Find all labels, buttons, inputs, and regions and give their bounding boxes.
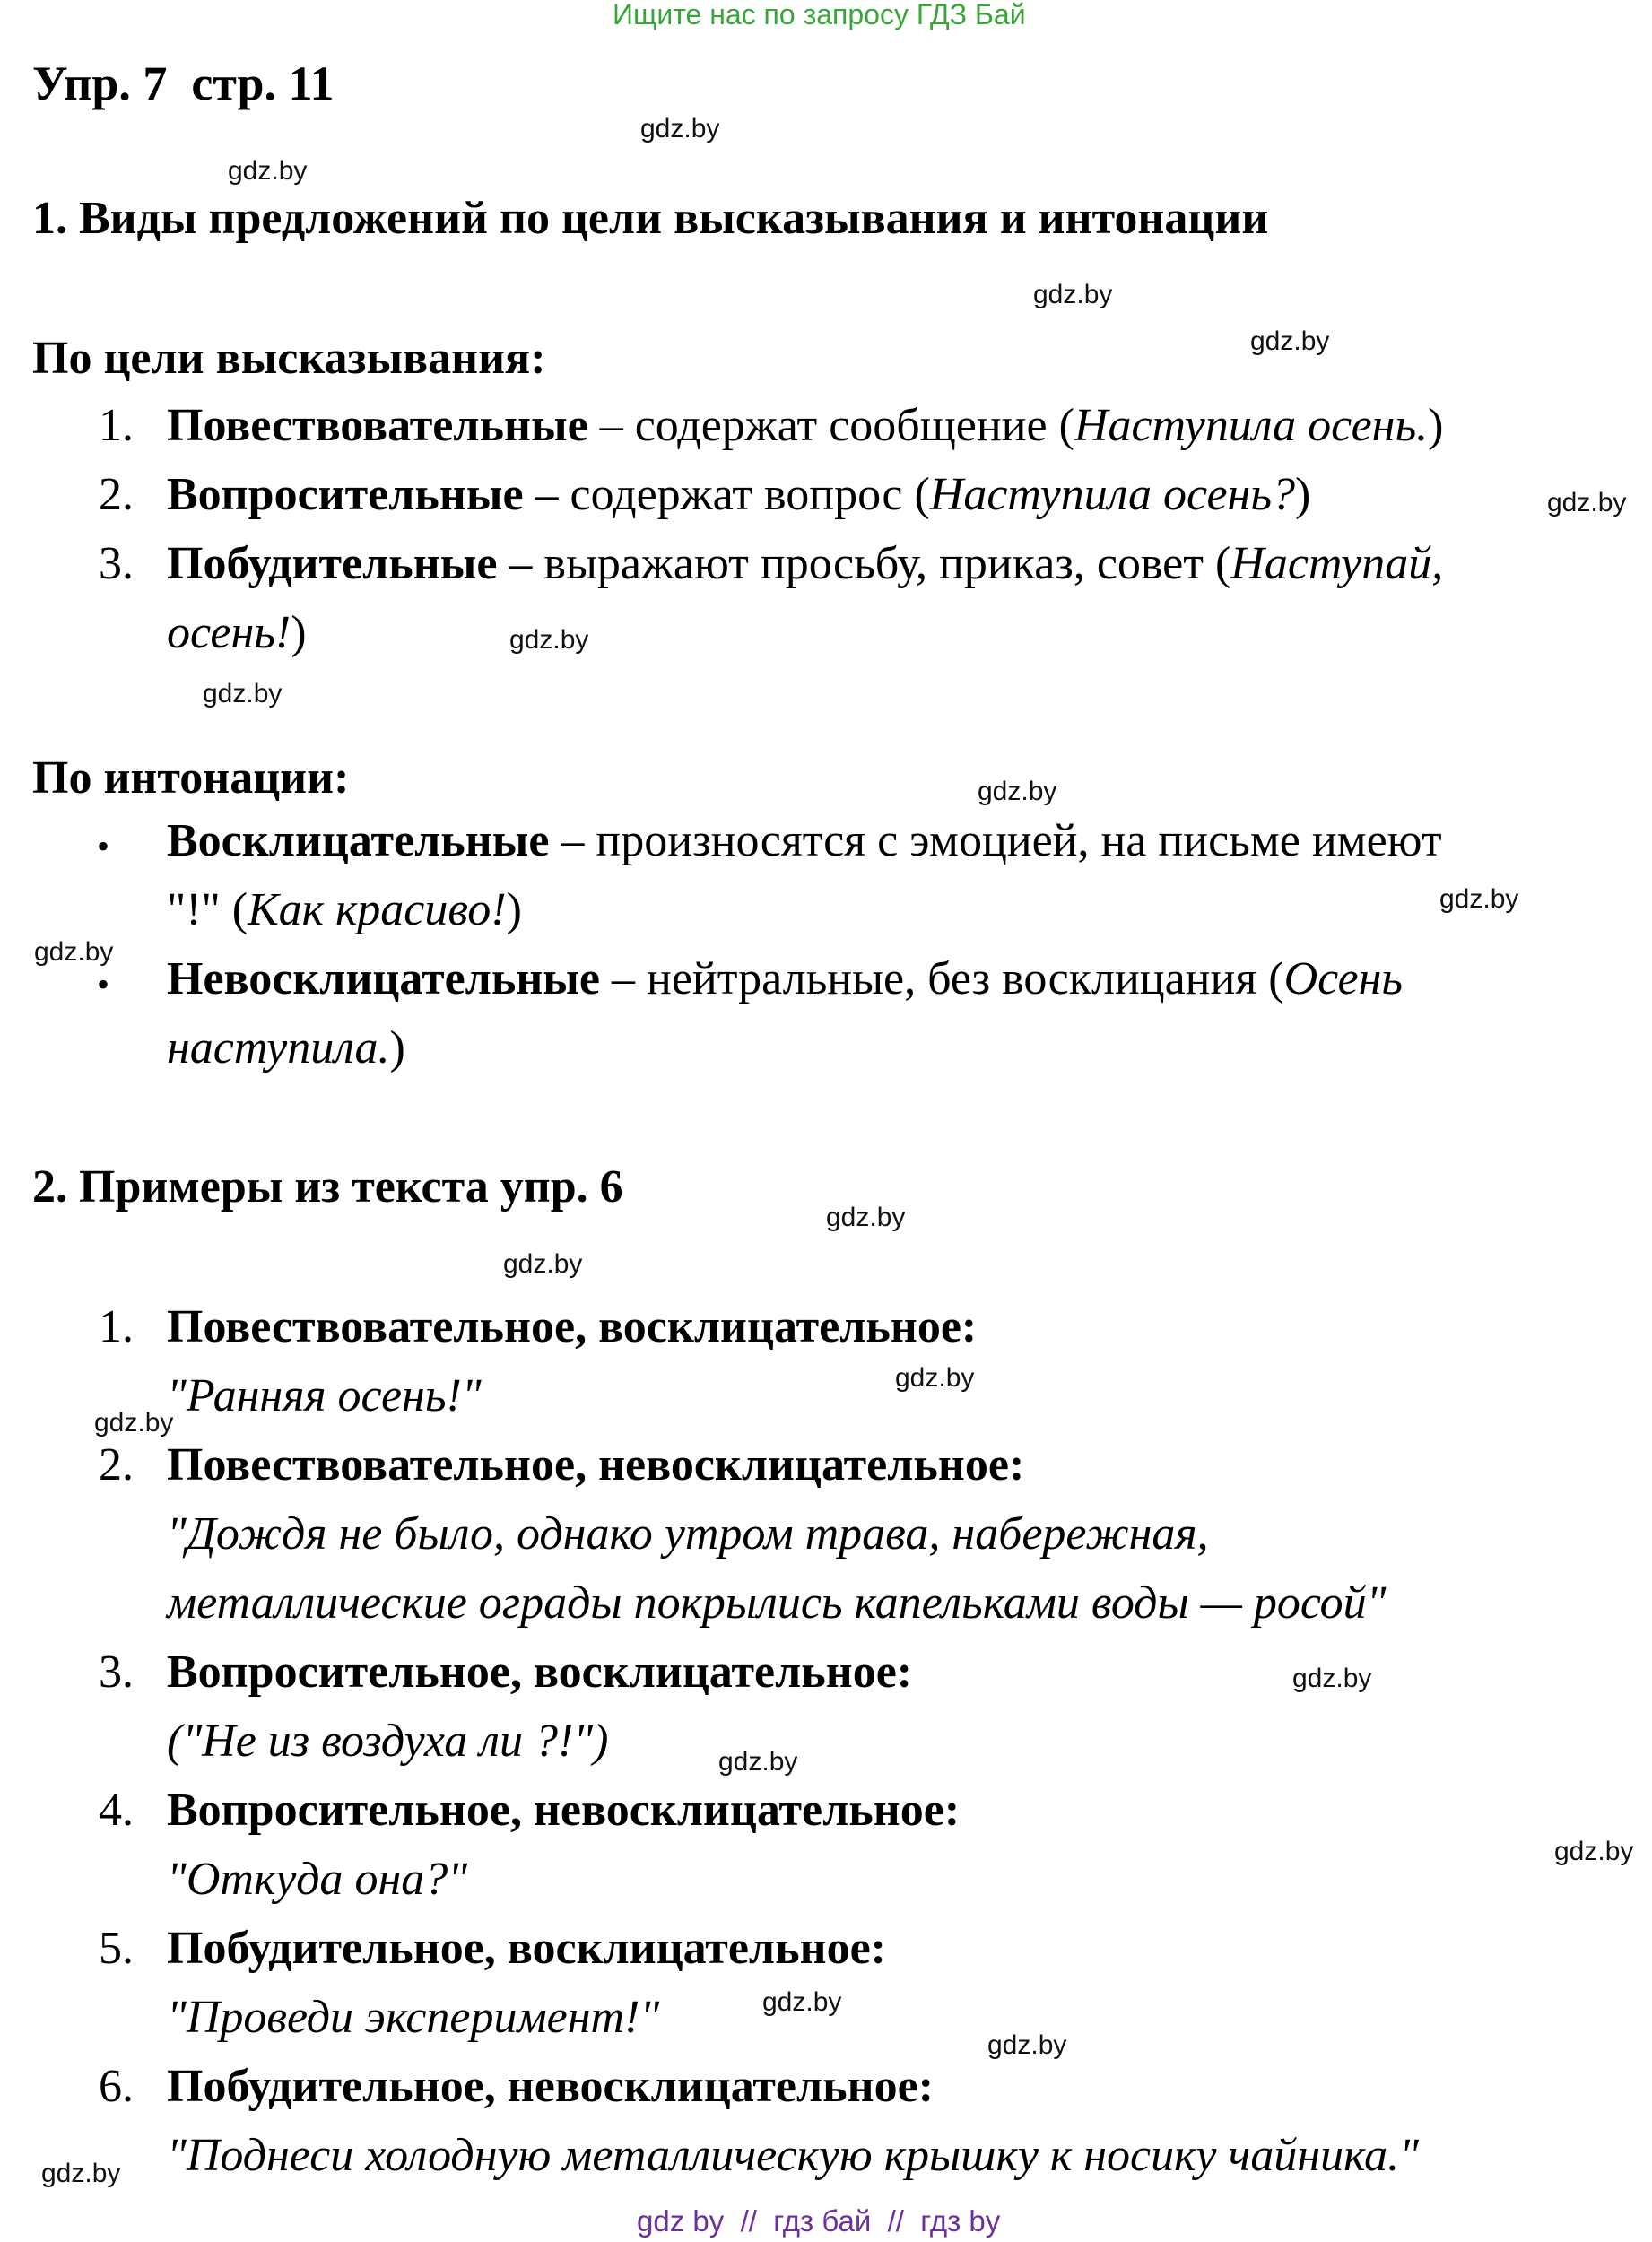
watermark: gdz.by [718, 1747, 798, 1777]
label-text: Побудительное, невосклицательное: [167, 2061, 935, 2112]
watermark: gdz.by [34, 937, 114, 967]
example-quote [167, 1715, 608, 1768]
close-paren: ) [506, 884, 522, 935]
example-cont: наступила. [167, 1022, 390, 1073]
label-text: Вопросительное, невосклицательное: [167, 1785, 961, 1836]
example-quote [167, 1991, 659, 2044]
example-label [167, 1300, 977, 1353]
example-label [167, 1784, 960, 1837]
example-quote [167, 1577, 1387, 1629]
footer-links[interactable]: gdz by // гдз бай // гдз by [637, 2204, 1001, 2238]
section2-heading: 2. Примеры из текста упр. 6 [32, 1161, 623, 1212]
watermark: gdz.by [203, 679, 283, 708]
purpose-item-number: 2. [99, 469, 134, 520]
quote-text: "Откуда она?" [167, 1854, 468, 1905]
watermark: gdz.by [509, 625, 589, 655]
example-number: 6. [99, 2061, 134, 2112]
watermark: gdz.by [94, 1408, 174, 1438]
quote-text: "Поднеси холодную металлическую крышку к носику чайника." [167, 2130, 1419, 2181]
purpose-item-3 [167, 537, 1443, 590]
punct: "!" ( [167, 884, 248, 935]
example-quote [167, 2129, 1419, 2182]
example: Как красиво! [248, 884, 507, 935]
watermark: gdz.by [978, 777, 1057, 806]
watermark: gdz.by [762, 1987, 842, 2017]
close-paren: ) [1295, 469, 1311, 520]
quote-text: ("Не из воздуха ли ?!") [167, 1716, 609, 1767]
quote-text: "Ранняя осень!" [167, 1370, 482, 1421]
description: – содержат вопрос ( [523, 469, 930, 520]
example-number: 3. [99, 1647, 134, 1698]
example-number: 2. [99, 1439, 134, 1490]
intonation-item-1-cont [167, 883, 522, 936]
label-text: Побудительное, восклицательное: [167, 1923, 886, 1974]
intonation-heading: По интонации: [32, 752, 350, 804]
example-label [167, 2060, 934, 2113]
exercise-title: Упр. 7 стр. 11 [32, 56, 335, 110]
example: Наступила осень? [929, 469, 1295, 520]
watermark: gdz.by [895, 1363, 975, 1393]
watermark: gdz.by [41, 2159, 121, 2188]
description: – содержат сообщение ( [587, 400, 1074, 451]
label-text: Повествовательное, восклицательное: [167, 1301, 978, 1352]
example-quote [167, 1369, 482, 1422]
example-label [167, 1646, 912, 1699]
close-paren: ) [389, 1022, 405, 1073]
example-cont: осень! [167, 607, 291, 658]
intonation-item-2 [167, 952, 1403, 1005]
purpose-item-number: 1. [99, 400, 134, 451]
intonation-item-1 [167, 814, 1442, 867]
description: – выражают просьбу, приказ, совет ( [497, 538, 1231, 589]
watermark: gdz.by [640, 114, 720, 143]
watermark: gdz.by [1033, 280, 1113, 309]
bullet-icon: • [97, 964, 110, 1004]
description: – нейтральные, без восклицания ( [599, 953, 1284, 1004]
example-number: 4. [99, 1785, 134, 1836]
example-number: 5. [99, 1923, 134, 1974]
watermark: gdz.by [1292, 1664, 1372, 1693]
term: Невосклицательные [167, 953, 600, 1004]
watermark: gdz.by [1554, 1837, 1634, 1866]
intonation-item-2-cont [167, 1021, 405, 1074]
watermark: gdz.by [826, 1203, 906, 1232]
label-text: Повествовательное, невосклицательное: [167, 1439, 1025, 1490]
example-label [167, 1922, 886, 1975]
watermark: gdz.by [987, 2030, 1067, 2060]
watermark: gdz.by [228, 156, 308, 186]
quote-text: "Дождя не было, однако утром трава, набережная, [167, 1508, 1209, 1560]
purpose-item-number: 3. [99, 538, 134, 589]
watermark: gdz.by [1439, 884, 1519, 914]
watermark: gdz.by [1547, 488, 1627, 517]
close-paren: ) [291, 607, 307, 658]
watermark: gdz.by [503, 1249, 583, 1279]
top-banner[interactable]: Ищите нас по запросу ГДЗ Бай [613, 0, 1026, 30]
example-quote [167, 1853, 467, 1906]
term: Побудительные [167, 538, 498, 589]
example: Наступила осень. [1074, 400, 1429, 451]
purpose-item-3-cont [167, 606, 307, 659]
example-number: 1. [99, 1301, 134, 1352]
section1-heading: 1. Виды предложений по цели высказывания и интонации [32, 193, 1269, 244]
term: Повествовательные [167, 400, 588, 451]
purpose-heading: По цели высказывания: [32, 333, 546, 384]
term: Восклицательные [167, 815, 550, 866]
term: Вопросительные [167, 469, 524, 520]
example-label [167, 1438, 1024, 1491]
description: – произносятся с эмоцией, на письме имеют [549, 815, 1442, 866]
example: Наступай, [1230, 538, 1444, 589]
purpose-item-2 [167, 468, 1310, 521]
quote-text: металлические ограды покрылись капельками воды — росой" [167, 1577, 1387, 1629]
quote-text: "Проведи эксперимент!" [167, 1992, 660, 2043]
purpose-item-1 [167, 399, 1443, 452]
label-text: Вопросительное, восклицательное: [167, 1647, 913, 1698]
bullet-icon: • [97, 826, 110, 866]
example-quote [167, 1508, 1209, 1560]
watermark: gdz.by [1250, 326, 1330, 356]
example: Осень [1283, 953, 1404, 1004]
close-paren: ) [1428, 400, 1444, 451]
